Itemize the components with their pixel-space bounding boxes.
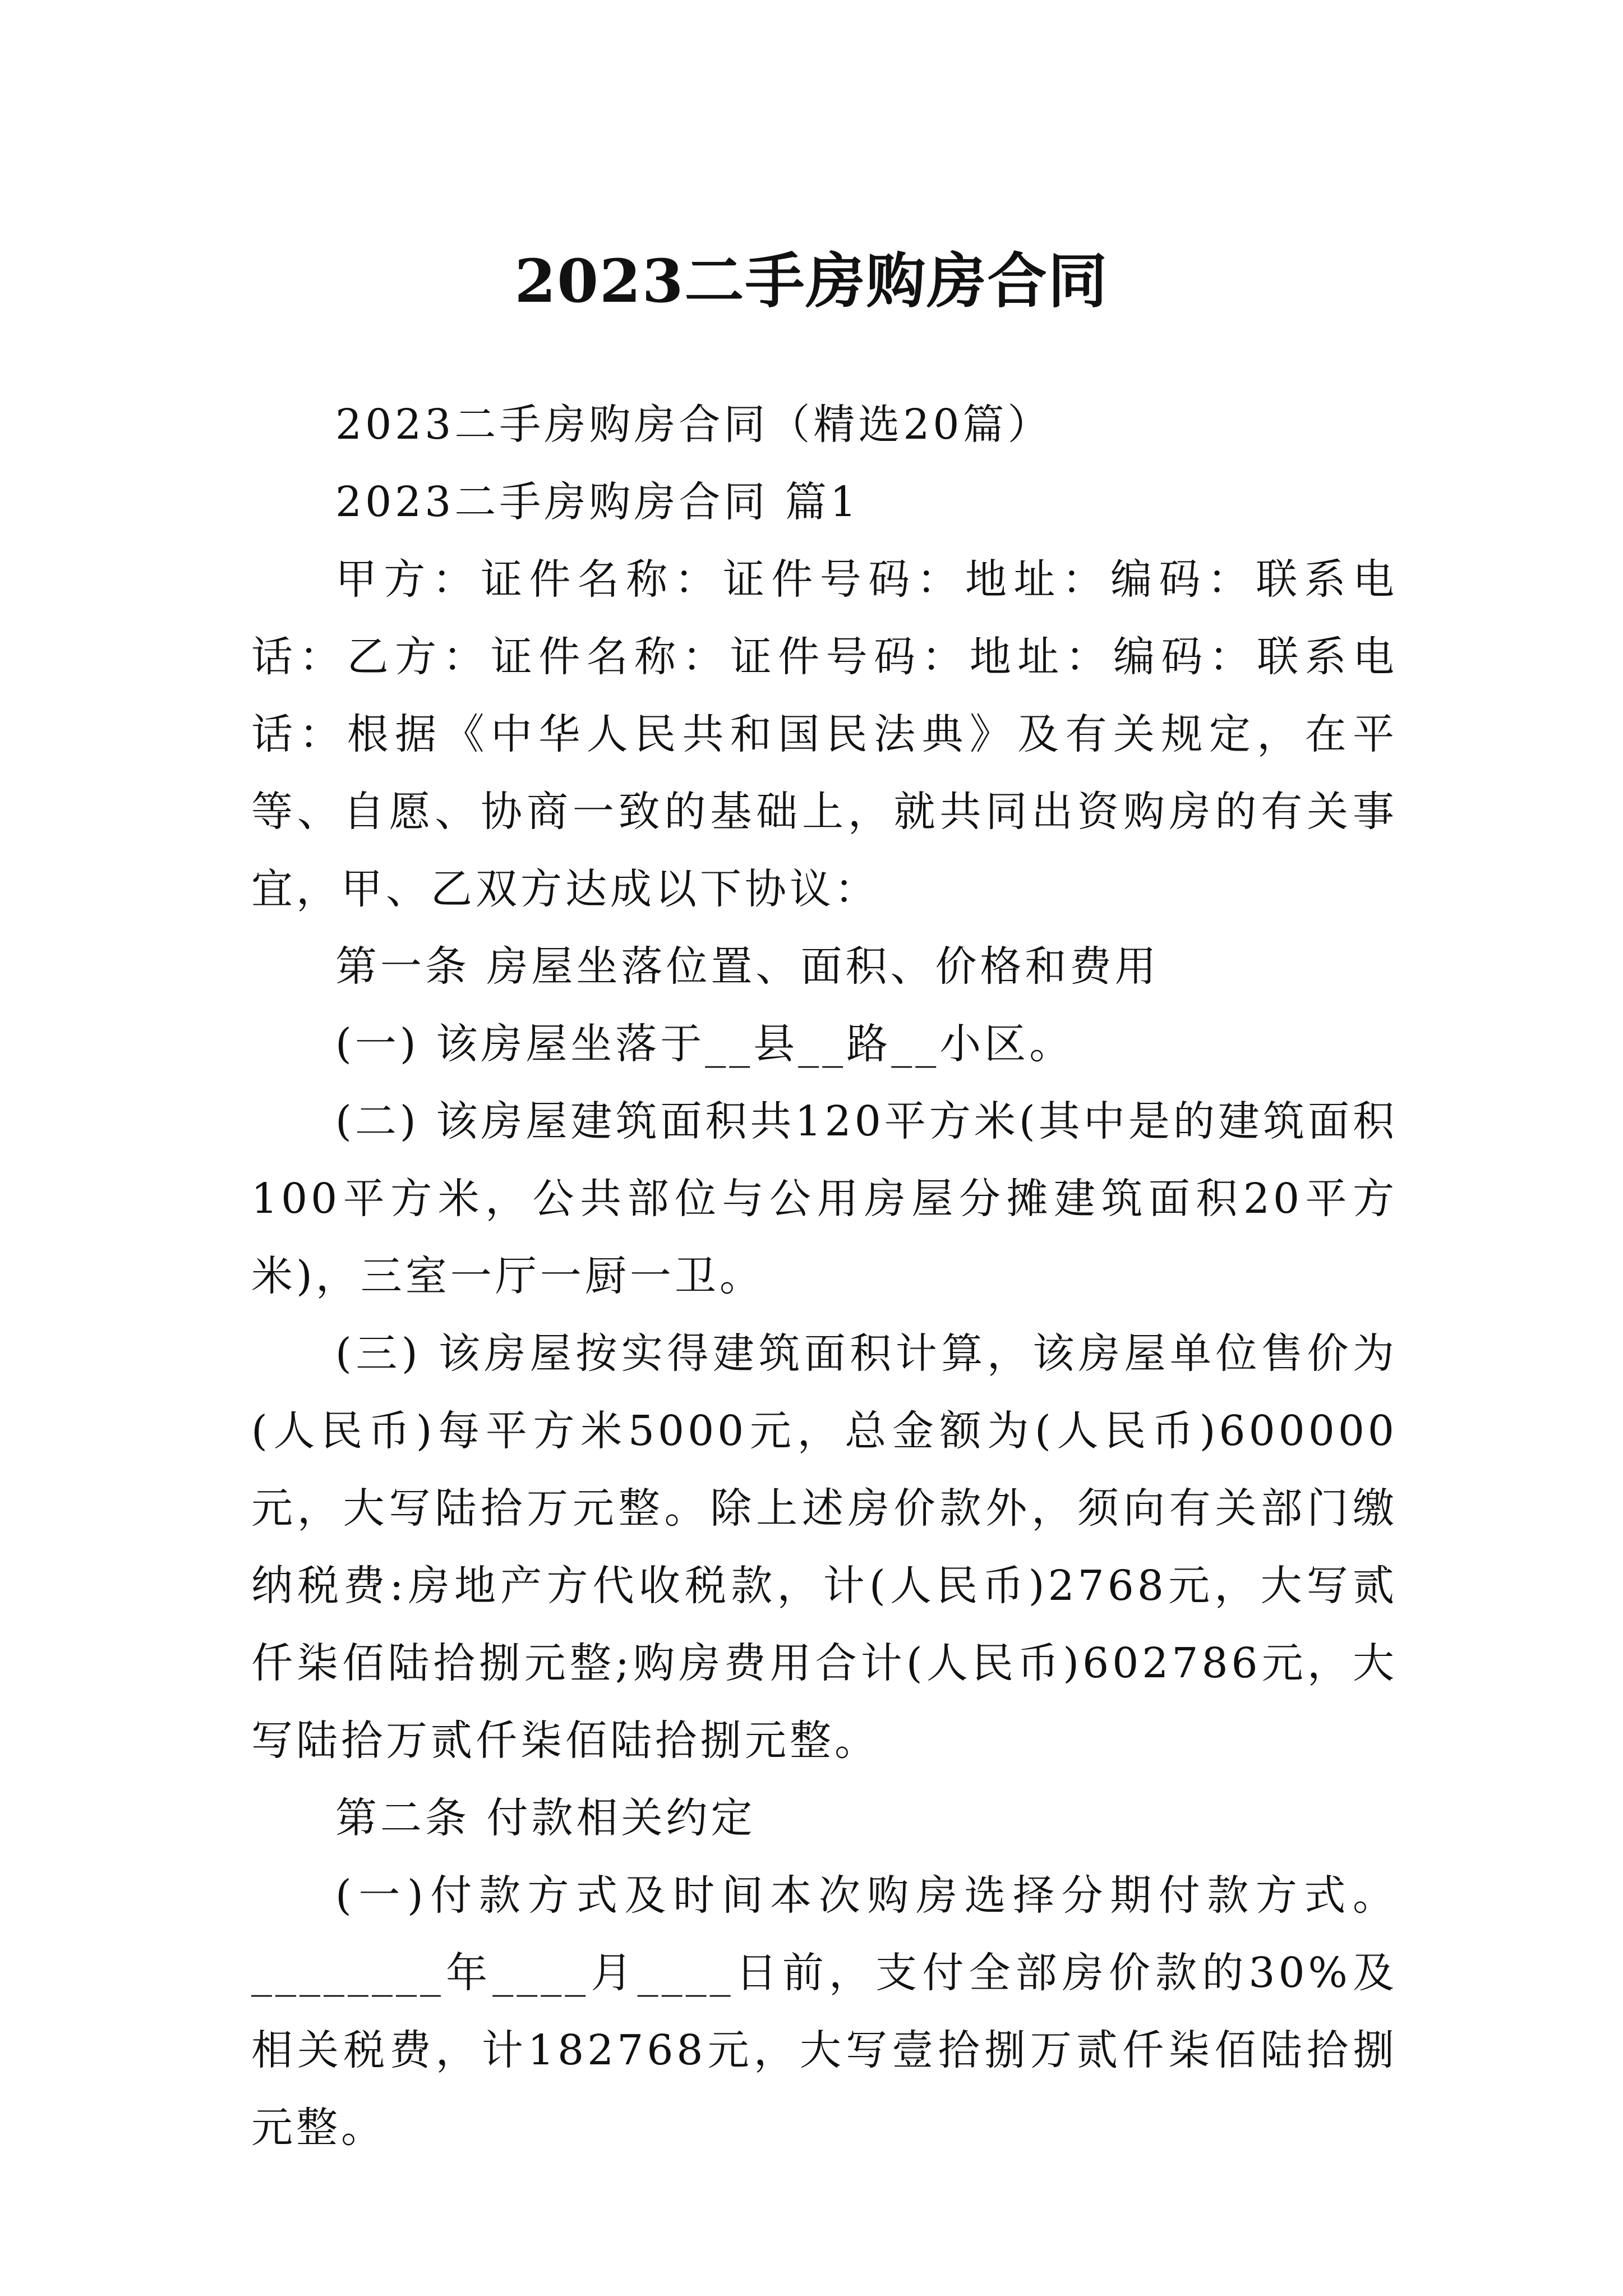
document-body (251, 386, 1398, 2166)
article-heading: 第一条 房屋坐落位置、面积、价格和费用 (335, 942, 1160, 991)
section-heading: 2023二手房购房合同 篇1 (335, 478, 860, 526)
clause-paragraph: (三) 该房屋按实得建筑面积计算，该房屋单位售价为(人民币)每平方米5000元，总金额为(人民币)600000元，大写陆拾万元整。除上述房价款外，须向有关部门缴纳税费:房地产方代收税款，计(人民币)2768元，大写贰仟柒佰陆拾捌元整;购房费用合计(人民币)602786元，大写陆拾万贰仟柒佰陆拾捌元整。 (251, 1329, 1398, 1765)
page-title: 2023二手房购房合同 (514, 246, 1109, 316)
document-subtitle: 2023二手房购房合同（精选20篇） (335, 401, 1053, 449)
parties-paragraph: 甲方：证件名称：证件号码：地址：编码：联系电话：乙方：证件名称：证件号码：地址：编码：联系电话：根据《中华人民共和国民法典》及有关规定，在平等、自愿、协商一致的基础上，就共同出资购房的有关事宜，甲、乙双方达成以下协议： (251, 555, 1398, 913)
article-heading: 第二条 付款相关约定 (335, 1794, 756, 1842)
clause-paragraph: (一) 该房屋坐落于__县__路__小区。 (335, 1020, 1075, 1068)
clause-paragraph: (一)付款方式及时间本次购房选择分期付款方式。________年____月____日前，支付全部房价款的30%及相关税费，计182768元，大写壹拾捌万贰仟柒佰陆拾捌元整。 (251, 1871, 1398, 2152)
clause-paragraph: (二) 该房屋建筑面积共120平方米(其中是的建筑面积100平方米，公共部位与公用房屋分摊建筑面积20平方米)，三室一厅一厨一卫。 (251, 1097, 1398, 1300)
